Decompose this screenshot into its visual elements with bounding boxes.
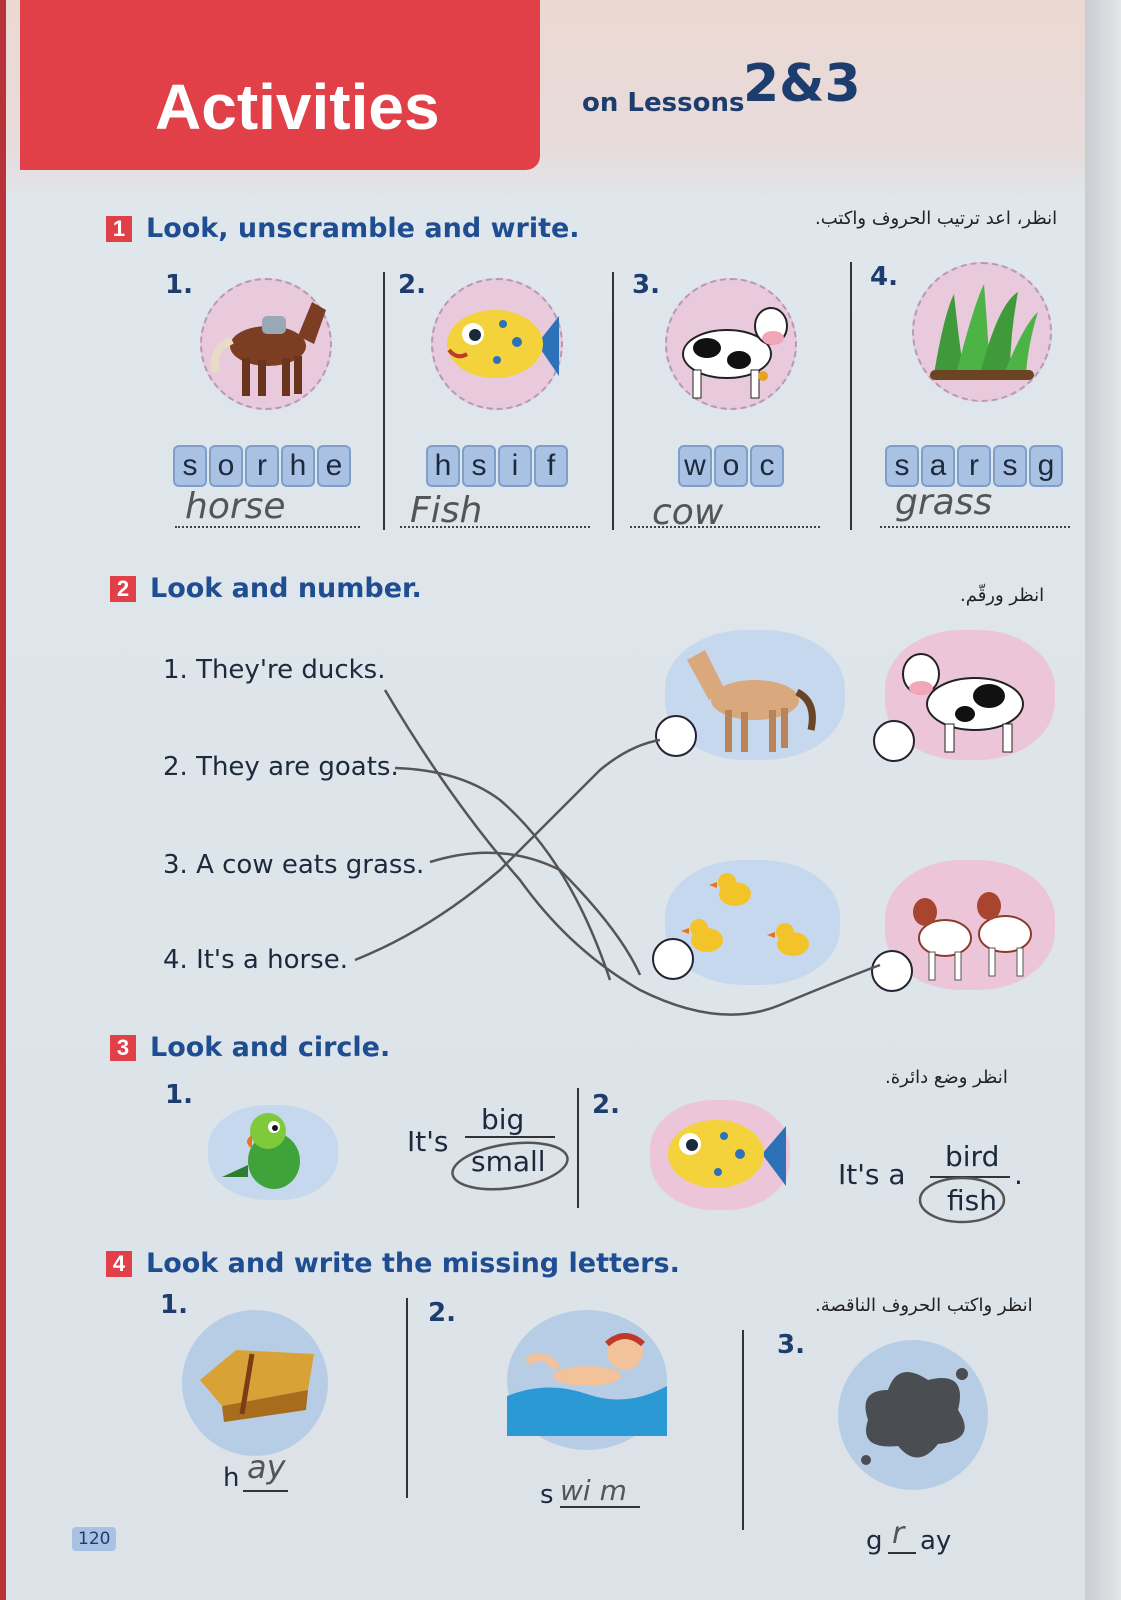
s1-item-2-num: 2. bbox=[398, 270, 426, 300]
section-4-number: 4 bbox=[106, 1251, 132, 1277]
letter-tile: s bbox=[885, 445, 919, 487]
section-2-arabic: انظر ورقّم. bbox=[960, 585, 1045, 606]
s3-item-1-option-big[interactable]: big bbox=[481, 1103, 525, 1136]
letter-tile: r bbox=[245, 445, 279, 487]
s3-item-2-prefix: It's a bbox=[838, 1158, 906, 1191]
section-2-number: 2 bbox=[110, 576, 136, 602]
letter-tile: e bbox=[317, 445, 351, 487]
s4-item-2-handwritten: wi m bbox=[560, 1474, 627, 1507]
letter-tile: g bbox=[1029, 445, 1063, 487]
s4-divider-2 bbox=[742, 1330, 744, 1530]
section-1-title: Look, unscramble and write. bbox=[146, 213, 580, 244]
s1-item-3-handwritten: cow bbox=[652, 492, 724, 533]
s4-item-3-end: ay bbox=[920, 1526, 952, 1556]
s4-item-3-blank[interactable] bbox=[888, 1552, 916, 1554]
s3-item-2-num: 2. bbox=[592, 1090, 620, 1120]
letter-tile: s bbox=[462, 445, 496, 487]
letter-tile: c bbox=[750, 445, 784, 487]
letter-tile: o bbox=[714, 445, 748, 487]
s1-item-1-num: 1. bbox=[165, 270, 193, 300]
letter-tile: w bbox=[678, 445, 712, 487]
page-title: Activities bbox=[155, 71, 440, 143]
section-3-number: 3 bbox=[110, 1035, 136, 1061]
s4-item-2-start: s bbox=[540, 1480, 554, 1510]
s2-sentence-1: 1. They're ducks. bbox=[163, 655, 386, 685]
s3-item-1-prefix: It's bbox=[407, 1125, 449, 1158]
s3-item-2-option-bird[interactable]: bird bbox=[945, 1140, 1000, 1173]
s4-item-1-start: h bbox=[223, 1463, 240, 1493]
grey-splash-picture bbox=[838, 1340, 988, 1490]
s4-item-2-num: 2. bbox=[428, 1298, 456, 1328]
letter-tile: f bbox=[534, 445, 568, 487]
page-subtitle: on Lessons bbox=[582, 88, 745, 118]
s4-item-3-handwritten: r bbox=[892, 1516, 905, 1551]
section-3-arabic: انظر وضع دائرة. bbox=[885, 1067, 1008, 1088]
s2-sentence-4: 4. It's a horse. bbox=[163, 945, 348, 975]
s4-divider-1 bbox=[406, 1298, 408, 1498]
letter-tile: o bbox=[209, 445, 243, 487]
s4-item-1-handwritten: ay bbox=[247, 1448, 286, 1486]
letter-tile: a bbox=[921, 445, 955, 487]
swimming-boy-picture bbox=[507, 1310, 667, 1450]
page-number: 120 bbox=[72, 1527, 116, 1551]
s2-sentence-3: 3. A cow eats grass. bbox=[163, 850, 425, 880]
section-1-arabic: انظر، اعد ترتيب الحروف واكتب. bbox=[815, 208, 1058, 229]
letter-tile: h bbox=[426, 445, 460, 487]
letter-tile: s bbox=[173, 445, 207, 487]
letter-tile: h bbox=[281, 445, 315, 487]
s1-item-2-handwritten: Fish bbox=[410, 490, 483, 531]
s4-item-1-num: 1. bbox=[160, 1290, 188, 1320]
s1-item-3-num: 3. bbox=[632, 270, 660, 300]
s3-item-2-option-fish[interactable]: fish bbox=[947, 1184, 997, 1217]
section-4-heading bbox=[106, 1248, 680, 1279]
section-4-arabic: انظر واكتب الحروف الناقصة. bbox=[815, 1295, 1033, 1316]
s3-item-1-num: 1. bbox=[165, 1080, 193, 1110]
s1-item-4-handwritten: grass bbox=[895, 482, 993, 523]
s2-sentence-2: 2. They are goats. bbox=[163, 752, 399, 782]
s4-item-1-blank[interactable] bbox=[243, 1490, 288, 1492]
section-4-title: Look and write the missing letters. bbox=[146, 1248, 680, 1279]
letter-tile: r bbox=[957, 445, 991, 487]
letter-tile: i bbox=[498, 445, 532, 487]
s1-item-1-handwritten: horse bbox=[185, 486, 286, 527]
s3-item-1-option-small[interactable]: small bbox=[471, 1145, 546, 1178]
section-1-number: 1 bbox=[106, 216, 132, 242]
s1-item-4-num: 4. bbox=[870, 262, 898, 292]
letter-tile: s bbox=[993, 445, 1027, 487]
lessons-number: 2&3 bbox=[743, 54, 861, 114]
s4-item-3-num: 3. bbox=[777, 1330, 805, 1360]
hay-picture bbox=[182, 1310, 328, 1456]
s4-item-3-start: g bbox=[866, 1526, 883, 1556]
section-2-title: Look and number. bbox=[150, 573, 422, 604]
section-3-title: Look and circle. bbox=[150, 1032, 391, 1063]
s3-item-2-suffix: . bbox=[1014, 1158, 1023, 1191]
